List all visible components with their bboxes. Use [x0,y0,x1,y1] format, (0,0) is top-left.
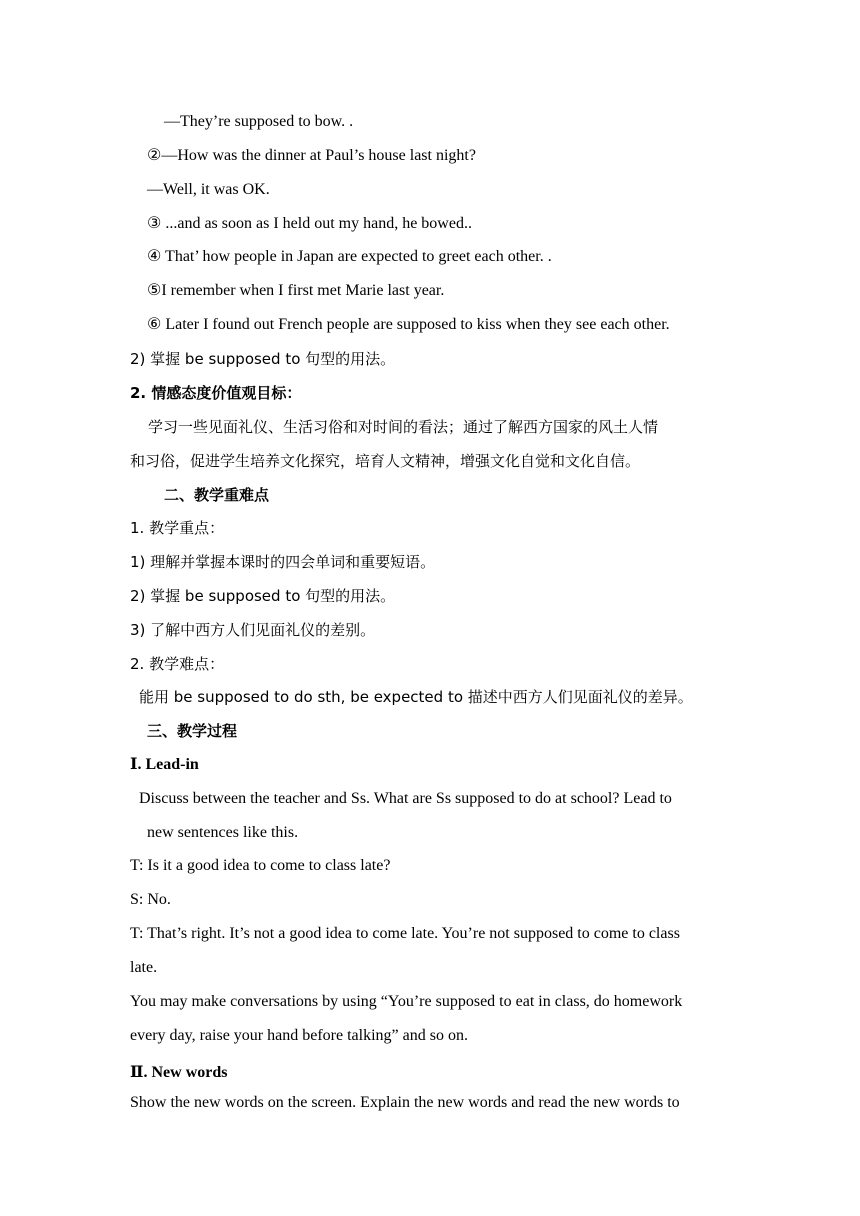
paragraph-line: Discuss between the teacher and Ss. What are Ss supposed to do at school? Lead to [139,790,672,807]
dialogue-line: ⑤I remember when I first met Marie last year. [147,282,445,299]
paragraph-line: 能用 be supposed to do sth, be expected to 描述中西方人们见面礼仪的差异。 [139,688,693,706]
paragraph-line: You may make conversations by using “You’re supposed to eat in class, do homework [130,993,683,1010]
dialogue-line: T: That’s right. It’s not a good idea to come late. You’re not supposed to come to class [130,925,680,942]
paragraph-line: Show the new words on the screen. Explain the new words and read the new words to [130,1094,680,1111]
paragraph-line: 学习一些见面礼仪、生活习俗和对时间的看法；通过了解西方国家的风土人情 [148,418,659,436]
dialogue-line: T: Is it a good idea to come to class late? [130,857,391,874]
step-heading: Ⅱ. New words [130,1064,228,1081]
list-item: 3) 了解中西方人们见面礼仪的差别。 [130,621,376,639]
dialogue-line: late. [130,959,158,976]
dialogue-line: —Well, it was OK. [147,181,270,198]
step-heading: Ⅰ. Lead-in [130,756,199,773]
paragraph-line: every day, raise your hand before talking” and so on. [130,1027,468,1044]
subsection-heading: 2. 教学难点： [130,655,225,673]
list-item: 2) 掌握 be supposed to 句型的用法。 [130,587,396,605]
section-heading: 三、教学过程 [147,722,238,740]
dialogue-line: ⑥ Later I found out French people are supposed to kiss when they see each other. [147,316,670,333]
section-heading: 二、教学重难点 [164,486,270,504]
section-heading: 2. 情感态度价值观目标： [130,384,302,402]
dialogue-line: S: No. [130,891,171,908]
dialogue-line: ②—How was the dinner at Paul’s house last night? [147,147,476,164]
list-item: 1) 理解并掌握本课时的四会单词和重要短语。 [130,553,436,571]
paragraph-line: 和习俗，促进学生培养文化探究，培育人文精神，增强文化自觉和文化自信。 [130,452,641,470]
dialogue-line: ④ That’ how people in Japan are expected to greet each other. . [147,248,552,265]
paragraph-line: new sentences like this. [147,824,299,841]
objective-item: 2) 掌握 be supposed to 句型的用法。 [130,350,396,368]
dialogue-line: —They’re supposed to bow. . [164,113,354,130]
subsection-heading: 1. 教学重点： [130,519,225,537]
dialogue-line: ③ ...and as soon as I held out my hand, he bowed.. [147,215,472,232]
